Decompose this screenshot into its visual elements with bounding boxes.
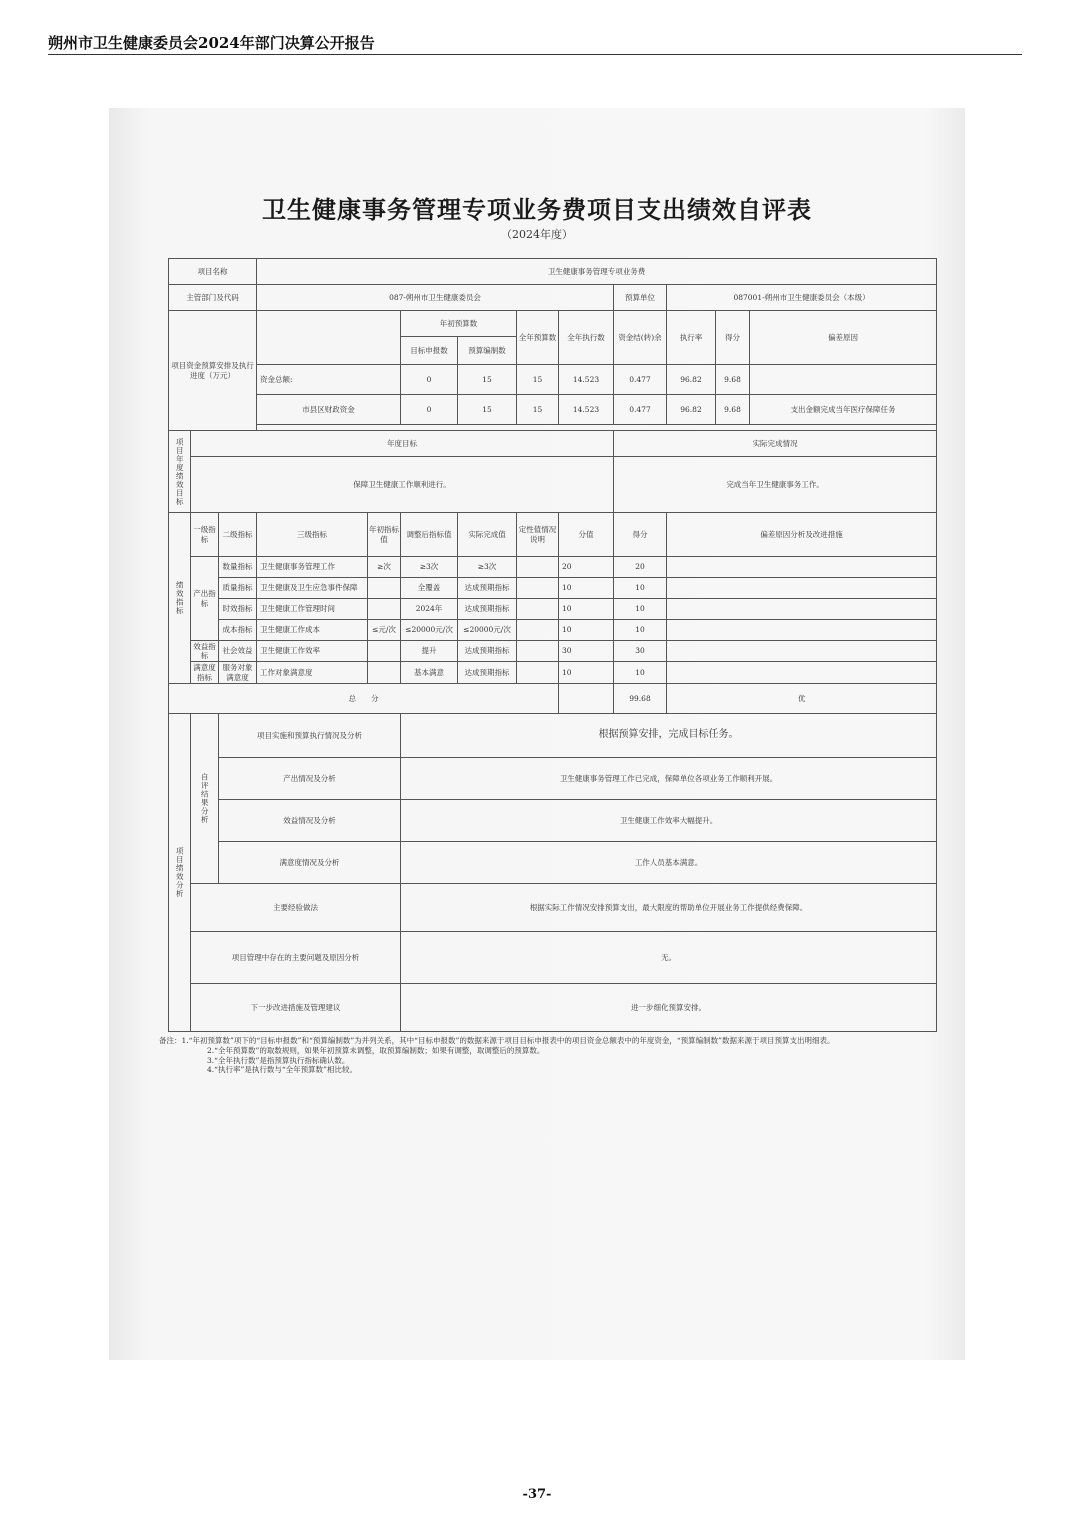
ind-row-l2: 时效指标 — [219, 599, 257, 620]
funds-row-target: 0 — [401, 395, 458, 425]
funds-target-header: 目标申报数 — [401, 337, 458, 365]
funds-label: 项目资金预算安排及执行进度（万元） — [169, 311, 257, 431]
ind-row-qual — [517, 557, 559, 578]
ind-row-l3: 工作对象满意度 — [257, 662, 368, 684]
ind-row-points: 10 — [559, 620, 614, 641]
note-line: 2.“全年预算数”的取数规则，如果年初预算未调整，取预算编制数；如果有调整，取调整后的预算数。 — [207, 1045, 545, 1055]
ind-row-actual: 达成预期指标 — [458, 578, 517, 599]
ind-output-label: 产出指标 — [191, 557, 219, 641]
annual-actual-header: 实际完成情况 — [614, 431, 937, 457]
ind-init-header: 年初指标值 — [368, 513, 401, 557]
total-label: 总 分 — [169, 684, 559, 714]
ind-row-init: ≤元/次 — [368, 620, 401, 641]
form-year: （2024年度） — [501, 228, 573, 241]
funds-row-name: 资金总额: — [257, 365, 401, 395]
ind-row-init — [368, 578, 401, 599]
annual-goal-label: 项目年度绩效目标 — [169, 431, 191, 513]
ind-row-init: ≥次 — [368, 557, 401, 578]
ind-row-score: 30 — [614, 641, 667, 662]
funds-row-full: 15 — [517, 395, 559, 425]
annual-goal-text: 保障卫生健康工作顺利进行。 — [191, 457, 614, 513]
analysis-row-label: 项目实施和预算执行情况及分析 — [219, 714, 401, 758]
funds-row-target: 0 — [401, 365, 458, 395]
ind-benefit-label: 效益指标 — [191, 641, 219, 662]
ind-row-points: 10 — [559, 578, 614, 599]
analysis-row-label: 满意度情况及分析 — [219, 842, 401, 884]
ind-row-actual: 达成预期指标 — [458, 662, 517, 684]
ind-row-l3: 卫生健康工作成本 — [257, 620, 368, 641]
experience-text: 根据实际工作情况安排预算支出，最大限度的帮助单位开展业务工作提供经费保障。 — [401, 884, 937, 932]
evaluation-table — [168, 258, 937, 1032]
ind-row-reason — [667, 662, 937, 684]
analysis-row-label: 效益情况及分析 — [219, 800, 401, 842]
ind-row-l2: 成本指标 — [219, 620, 257, 641]
header-rule — [48, 54, 1022, 55]
analysis-row-text: 卫生健康工作效率大幅提升。 — [401, 800, 937, 842]
ind-row-qual — [517, 599, 559, 620]
ind-row-points: 10 — [559, 599, 614, 620]
ind-row-points: 20 — [559, 557, 614, 578]
experience-label: 主要经验做法 — [191, 884, 401, 932]
page-header-title: 朔州市卫生健康委员会2024年部门决算公开报告 — [48, 34, 375, 52]
ind-row-adj: ≤20000元/次 — [401, 620, 458, 641]
ind-l1-header: 一级指标 — [191, 513, 219, 557]
unit-value: 087001-朔州市卫生健康委员会（本级） — [667, 285, 937, 311]
ind-row-points: 10 — [559, 662, 614, 684]
ind-l2-header: 二级指标 — [219, 513, 257, 557]
unit-label: 预算单位 — [614, 285, 667, 311]
funds-row-balance: 0.477 — [614, 395, 667, 425]
ind-l3-header: 三级指标 — [257, 513, 368, 557]
self-eval-label: 自评结果分析 — [191, 714, 219, 884]
total-points — [559, 684, 614, 714]
analysis-row-text: 工作人员基本满意。 — [401, 842, 937, 884]
ind-row-l3: 卫生健康事务管理工作 — [257, 557, 368, 578]
analysis-label: 项目绩效分析 — [169, 714, 191, 1032]
funds-row-balance: 0.477 — [614, 365, 667, 395]
ind-row-qual — [517, 662, 559, 684]
funds-row-name: 市县区财政资金 — [257, 395, 401, 425]
ind-reason-header: 偏差原因分析及改进措施 — [667, 513, 937, 557]
funds-row-compiled: 15 — [458, 395, 517, 425]
dept-label: 主管部门及代码 — [169, 285, 257, 311]
scanned-form — [109, 108, 965, 1360]
ind-row-l3: 卫生健康工作管理时间 — [257, 599, 368, 620]
analysis-row-text: 卫生健康事务管理工作已完成，保障单位各项业务工作顺利开展。 — [401, 758, 937, 800]
funds-compiled-header: 预算编制数 — [458, 337, 517, 365]
ind-row-actual: 达成预期指标 — [458, 641, 517, 662]
ind-row-score: 10 — [614, 578, 667, 599]
funds-row-rate: 96.82 — [667, 365, 716, 395]
ind-qual-header: 定性值情况说明 — [517, 513, 559, 557]
funds-row-score: 9.68 — [716, 395, 750, 425]
ind-row-score: 10 — [614, 599, 667, 620]
ind-row-qual — [517, 578, 559, 599]
ind-row-actual: ≤20000元/次 — [458, 620, 517, 641]
ind-row-score: 20 — [614, 557, 667, 578]
ind-row-l2: 社会效益 — [219, 641, 257, 662]
ind-row-l2: 质量指标 — [219, 578, 257, 599]
note-line: 备注：1.“年初预算数”项下的“目标申报数”和“预算编制数”为并列关系，其中“目标申报数”的数据来源于项目目标申报表中的项目资金总额表中的年度资金，“预算编制数”数据来源于项目预算支出明细表。 — [159, 1036, 835, 1045]
funds-row-reason: 支出金额完成当年医疗保障任务 — [750, 395, 937, 425]
total-grade: 优 — [667, 684, 937, 714]
funds-header-blank — [257, 311, 401, 365]
ind-row-adj: ≥3次 — [401, 557, 458, 578]
project-name-value: 卫生健康事务管理专项业务费 — [257, 259, 937, 285]
form-notes — [159, 1036, 889, 1075]
funds-row-exec: 14.523 — [559, 395, 614, 425]
ind-row-init — [368, 641, 401, 662]
ind-row-adj: 提升 — [401, 641, 458, 662]
ind-satisfaction-label: 满意度指标 — [191, 662, 219, 684]
ind-row-l2: 数量指标 — [219, 557, 257, 578]
next-steps-text: 进一步细化预算安排。 — [401, 984, 937, 1032]
funds-row-score: 9.68 — [716, 365, 750, 395]
ind-adj-header: 调整后指标值 — [401, 513, 458, 557]
ind-row-init — [368, 599, 401, 620]
funds-initial-header: 年初预算数 — [401, 311, 517, 337]
funds-row-rate: 96.82 — [667, 395, 716, 425]
ind-row-l2: 服务对象满意度 — [219, 662, 257, 684]
ind-row-reason — [667, 599, 937, 620]
ind-row-adj: 基本满意 — [401, 662, 458, 684]
ind-row-score: 10 — [614, 620, 667, 641]
ind-row-points: 30 — [559, 641, 614, 662]
ind-row-l3: 卫生健康及卫生应急事件保障 — [257, 578, 368, 599]
note-line: 3.“全年执行数”是指预算执行指标确认数。 — [207, 1055, 350, 1065]
project-name-label: 项目名称 — [169, 259, 257, 285]
note-line: 4.“执行率”是执行数与“全年预算数”相比较。 — [207, 1065, 357, 1075]
ind-row-l3: 卫生健康工作效率 — [257, 641, 368, 662]
funds-balance-header: 资金结(转)余 — [614, 311, 667, 365]
funds-full-header: 全年预算数 — [517, 311, 559, 365]
funds-rate-header: 执行率 — [667, 311, 716, 365]
analysis-row-text: 根据预算安排，完成目标任务。 — [401, 714, 937, 758]
next-steps-label: 下一步改进措施及管理建议 — [191, 984, 401, 1032]
funds-exec-header: 全年执行数 — [559, 311, 614, 365]
ind-row-init — [368, 662, 401, 684]
ind-row-qual — [517, 641, 559, 662]
ind-row-actual: 达成预期指标 — [458, 599, 517, 620]
funds-row-compiled: 15 — [458, 365, 517, 395]
ind-row-adj: 全覆盖 — [401, 578, 458, 599]
dept-value: 087-朔州市卫生健康委员会 — [257, 285, 614, 311]
ind-row-score: 10 — [614, 662, 667, 684]
annual-actual-text: 完成当年卫生健康事务工作。 — [614, 457, 937, 513]
funds-row-reason — [750, 365, 937, 395]
total-score: 99.68 — [614, 684, 667, 714]
problems-text: 无。 — [401, 932, 937, 984]
ind-row-reason — [667, 620, 937, 641]
ind-points-header: 分值 — [559, 513, 614, 557]
funds-reason-header: 偏差原因 — [750, 311, 937, 365]
indicators-label: 绩效指标 — [169, 513, 191, 684]
page-number: -37- — [522, 1487, 552, 1502]
ind-actual-header: 实际完成值 — [458, 513, 517, 557]
funds-row-exec: 14.523 — [559, 365, 614, 395]
ind-row-adj: 2024年 — [401, 599, 458, 620]
ind-row-reason — [667, 557, 937, 578]
ind-row-actual: ≥3次 — [458, 557, 517, 578]
ind-row-reason — [667, 641, 937, 662]
analysis-row-label: 产出情况及分析 — [219, 758, 401, 800]
funds-score-header: 得分 — [716, 311, 750, 365]
funds-row-full: 15 — [517, 365, 559, 395]
ind-row-qual — [517, 620, 559, 641]
ind-row-reason — [667, 578, 937, 599]
ind-score-header: 得分 — [614, 513, 667, 557]
form-title: 卫生健康事务管理专项业务费项目支出绩效自评表 — [262, 196, 812, 224]
annual-goal-header: 年度目标 — [191, 431, 614, 457]
problems-label: 项目管理中存在的主要问题及原因分析 — [191, 932, 401, 984]
